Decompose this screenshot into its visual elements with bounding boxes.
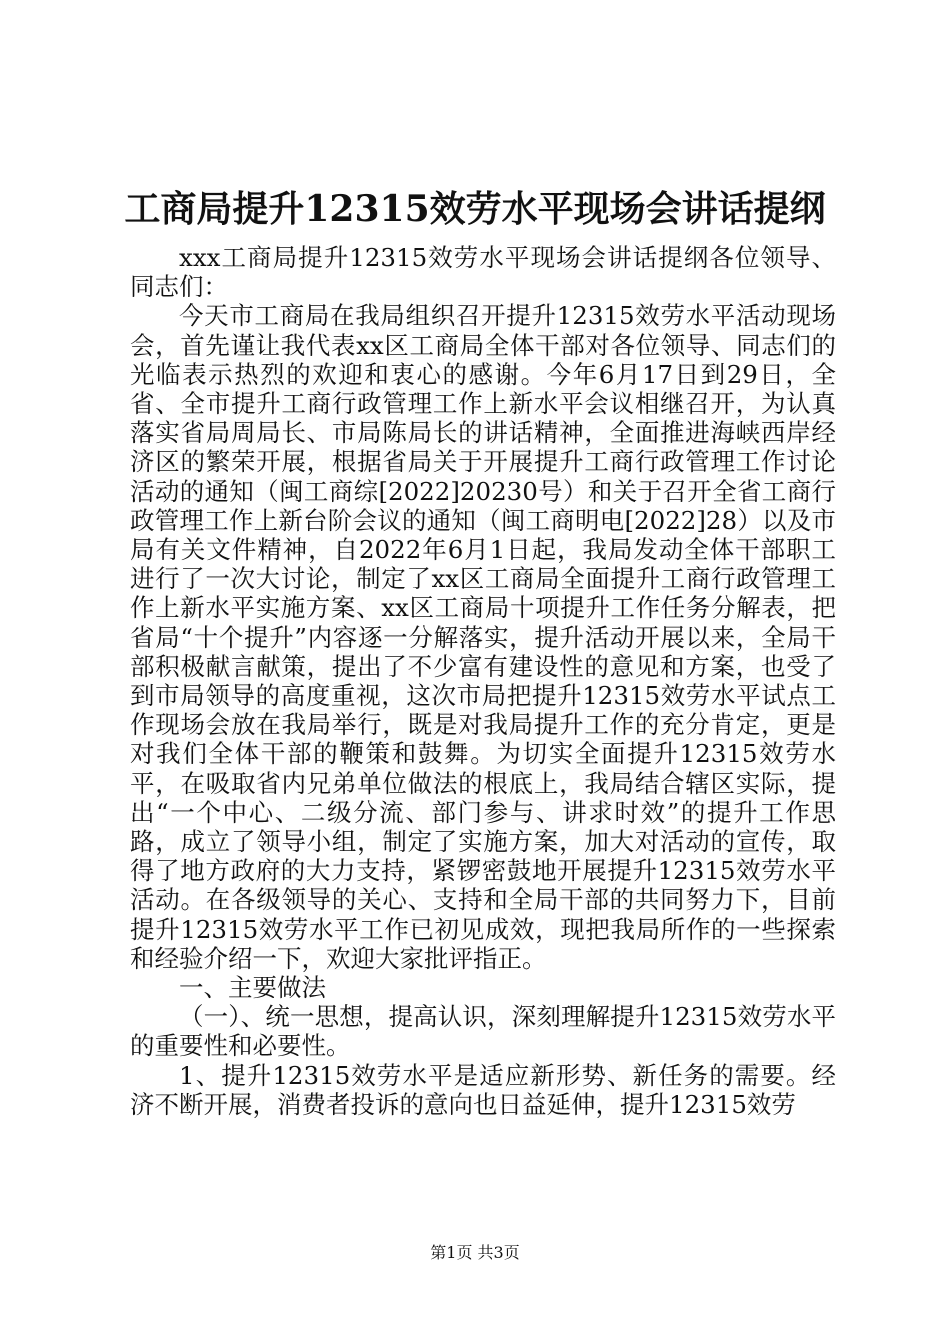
paragraph-salutation: xxx工商局提升12315效劳水平现场会讲话提纲各位领导、同志们： [130,243,836,302]
subsection-heading-unify-thinking: （一）、统一思想，提高认识，深刻理解提升12315效劳水平的重要性和必要性。 [130,1002,836,1061]
paragraph-point-1: 1、提升12315效劳水平是适应新形势、新任务的需要。经济不断开展，消费者投诉的意向也日益延伸，提升12315效劳 [130,1060,836,1119]
document-body [130,243,836,1119]
page-footer: 第1页 共3页 [430,1243,520,1262]
paragraph-intro: 今天市工商局在我局组织召开提升12315效劳水平活动现场会，首先谨让我代表xx区工商局全体干部对各位领导、同志们的光临表示热烈的欢迎和衷心的感谢。今年6月17日到29日，全省、全市提升工商行政管理工作上新水平会议相继召开，为认真落实省局周局长、市局陈局长的讲话精神，全面推进海峡西岸经济区的繁荣开展，根据省局关于开展提升工商行政管理工作讨论活动的通知（闽工商综[2022]20230号）和关于召开全省工商行政管理工作上新台阶会议的通知（闽工商明电[2022]28）以及市局有关文件精神，自2022年6月1日起，我局发动全体干部职工进行了一次大讨论，制定了xx区工商局全面提升工商行政管理工作上新水平实施方案、xx区工商局十项提升工作任务分解表，把省局“十个提升”内容逐一分解落实，提升活动开展以来，全局干部积极献言献策，提出了不少富有建设性的意见和方案，也受了到市局领导的高度重视，这次市局把提升12315效劳水平试点工作现场会放在我局举行，既是对我局提升工作的充分肯定，更是对我们全体干部的鞭策和鼓舞。为切实全面提升12315效劳水平，在吸取省内兄弟单位做法的根底上，我局结合辖区实际，提出“一个中心、二级分流、部门参与、讲求时效”的提升工作思路，成立了领导小组，制定了实施方案，加大对活动的宣传，取得了地方政府的大力支持，紧锣密鼓地开展提升12315效劳水平活动。在各级领导的关心、支持和全局干部的共同努力下，目前提升12315效劳水平工作已初见成效，现把我局所作的一些探索和经验介绍一下，欢迎大家批评指正。 [130,301,836,973]
document-title: 工商局提升12315效劳水平现场会讲话提纲 [124,188,826,230]
section-heading-main-practices: 一、主要做法 [179,973,326,1003]
